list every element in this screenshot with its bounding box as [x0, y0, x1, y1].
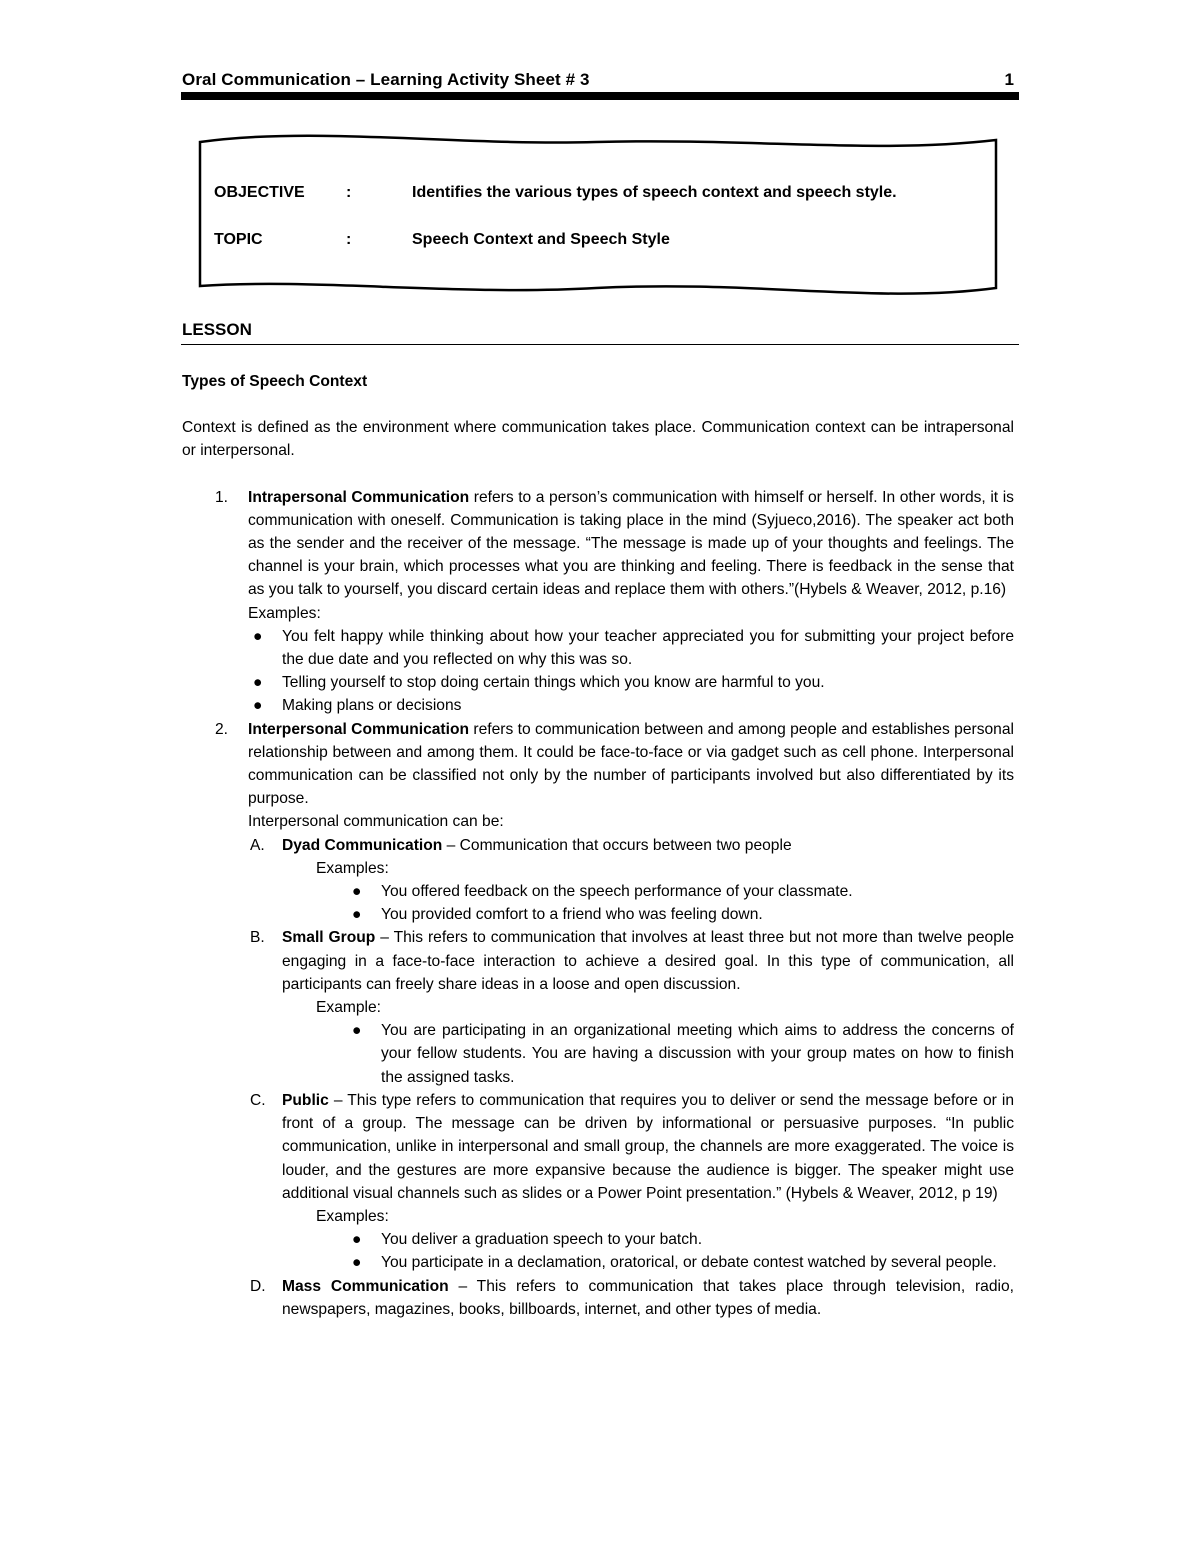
examples-label: Examples:	[316, 859, 389, 877]
topic-label: TOPIC	[214, 231, 263, 248]
subtype-marker: A.	[250, 836, 265, 854]
item-text: refers to communication between and among people and establishes personal relationship between and among them. It could be face-to-face or via gadget such as cell phone. Interpersonal communication can be classified not only by the number of participants involved but also differentiated by its purpose.	[248, 720, 1014, 808]
example-item: ● Making plans or decisions	[182, 694, 1014, 717]
objective-text: Identifies the various types of speech context and speech style.	[412, 184, 897, 201]
example-item: ● You felt happy while thinking about how your teacher appreciated you for submitting your project before the due date and you reflected on why this was so.	[182, 625, 1014, 671]
examples-label: Examples:	[248, 604, 321, 622]
bullet-icon: ●	[253, 674, 263, 692]
example-item: ● Telling yourself to stop doing certain things which you know are harmful to you.	[182, 671, 1014, 694]
page-header	[182, 66, 1018, 94]
term-public: Public	[282, 1091, 329, 1109]
banner-frame	[196, 128, 1002, 304]
subtype-marker: C.	[250, 1091, 266, 1109]
lesson-content	[182, 370, 1014, 1321]
lesson-rule	[181, 344, 1019, 345]
topic-text: Speech Context and Speech Style	[412, 231, 670, 248]
bullet-icon: ●	[352, 906, 362, 924]
term-intrapersonal: Intrapersonal Communication	[248, 488, 470, 506]
term-mass: Mass Communication	[282, 1277, 449, 1295]
topic-separator: :	[346, 231, 352, 248]
term-interpersonal: Interpersonal Communication	[248, 720, 469, 738]
can-be-text: Interpersonal communication can be:	[248, 813, 504, 831]
objective-label: OBJECTIVE	[214, 184, 305, 201]
intro-paragraph: Context is defined as the environment where communication takes place. Communication context can be intrapersonal or interpersonal.	[182, 419, 1014, 460]
header-rule	[181, 92, 1019, 100]
objective-banner	[196, 128, 1002, 304]
lesson-heading: LESSON	[182, 320, 252, 339]
examples-label: Examples:	[316, 1207, 389, 1225]
example-item: ● You participate in a declamation, oratorical, or debate contest watched by several people.	[182, 1251, 1014, 1274]
term-small-group: Small Group	[282, 929, 376, 947]
bullet-icon: ●	[352, 1231, 362, 1249]
subtype-small-group: B. Small Group – This refers to communication that involves at least three but not more than twelve people engaging in a face-to-face interaction to achieve a desired goal. In this type of communication, all participants can freely share ideas in a loose and open discussion.	[182, 926, 1014, 996]
term-dyad: Dyad Communication	[282, 836, 443, 854]
subtype-public: C. Public – This type refers to communication that requires you to deliver or send the message before or in front of a group. The message can be driven by informational or persuasive purposes. “In public communication, unlike in interpersonal and small group, the channels are more exaggerated. The voice is louder, and the gestures are more expansive because the audience is bigger. The speaker might use additional visual channels such as slides or a Power Point presentation.” (Hybels & Weaver, 2012, p 19)	[182, 1089, 1014, 1205]
subtype-mass: D. Mass Communication – This refers to communication that takes place through television, radio, newspapers, magazines, books, billboards, internet, and other types of media.	[182, 1275, 1014, 1321]
examples-label: Example:	[316, 999, 382, 1017]
example-item: ● You deliver a graduation speech to your batch.	[182, 1228, 1014, 1251]
example-item: ● You are participating in an organizational meeting which aims to address the concerns of your fellow students. You are having a discussion with your group mates on how to finish the assigned tasks.	[182, 1019, 1014, 1089]
bullet-icon: ●	[352, 1254, 362, 1272]
objective-separator: :	[346, 184, 352, 201]
list-marker: 1.	[215, 488, 229, 506]
section-heading: Types of Speech Context	[182, 373, 368, 390]
list-marker: 2.	[215, 720, 229, 738]
page-number: 1	[1004, 70, 1014, 89]
example-item: ● You provided comfort to a friend who was feeling down.	[182, 903, 1014, 926]
subtype-marker: B.	[250, 929, 265, 947]
subtype-marker: D.	[250, 1277, 266, 1295]
subtype-dyad: A. Dyad Communication – Communication that occurs between two people	[182, 834, 1014, 857]
item-text: refers to a person’s communication with himself or herself. In other words, it is communication with oneself. Communication is taking place in the mind (Syjueco,2016). The speaker act both as the sender and the receiver of the message. “The message is made up of your thoughts and feelings. The channel is your brain, which processes what you are thinking and feeling. There is feedback in the sense that as you talk to yourself, you discard certain ideas and replace them with others.”(Hybels & Weaver, 2012, p.16)	[248, 488, 1014, 599]
bullet-icon: ●	[253, 697, 263, 715]
example-item: ● You offered feedback on the speech performance of your classmate.	[182, 880, 1014, 903]
bullet-icon: ●	[352, 883, 362, 901]
bullet-icon: ●	[253, 627, 263, 645]
document-title: Oral Communication – Learning Activity Sheet # 3	[182, 70, 590, 89]
list-item-interpersonal	[182, 718, 1014, 811]
bullet-icon: ●	[352, 1022, 362, 1040]
list-item-intrapersonal	[182, 486, 1014, 602]
